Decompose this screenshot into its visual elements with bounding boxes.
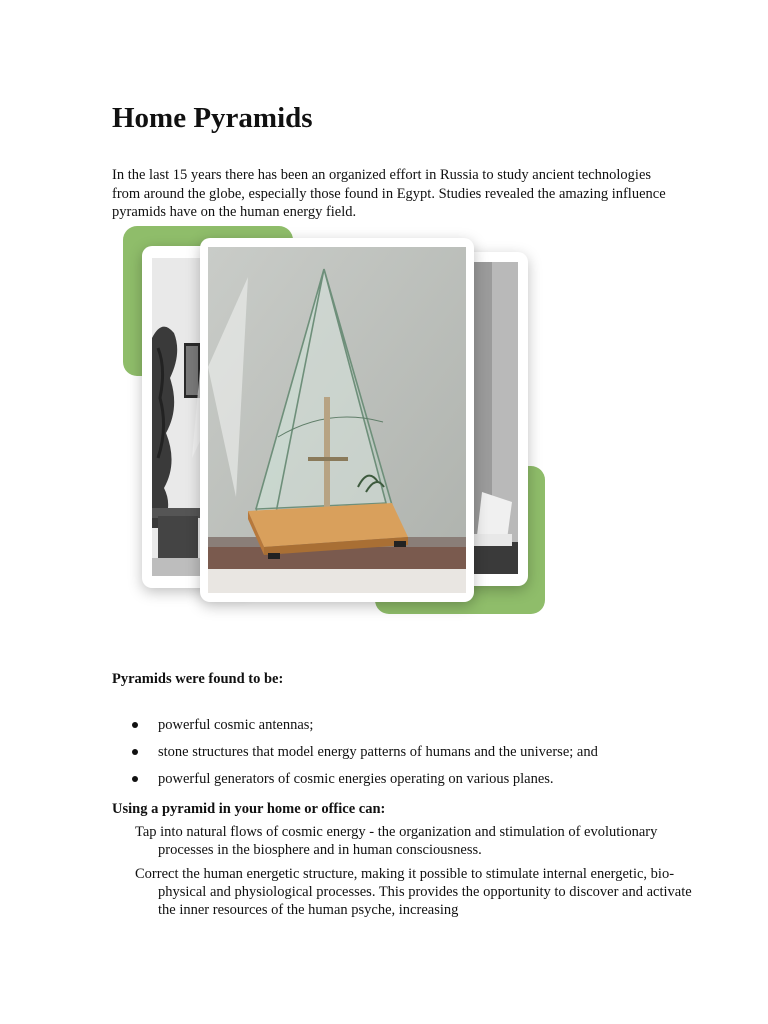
list-item-text: stone structures that model energy patterns of humans and the universe; and bbox=[158, 744, 598, 760]
page-title: Home Pyramids bbox=[112, 102, 313, 134]
list-item bbox=[112, 716, 672, 734]
bullet-icon bbox=[132, 776, 138, 782]
pyramid-photo-collage bbox=[120, 226, 550, 621]
bullet-icon bbox=[132, 749, 138, 755]
list-item-text: powerful cosmic antennas; bbox=[158, 717, 314, 733]
using-heading: Using a pyramid in your home or office can: bbox=[112, 801, 386, 817]
benefit-paragraph: Tap into natural flows of cosmic energy - the organization and stimulation of evolutionary processes in the biosphere and in human consciousness. bbox=[135, 824, 658, 858]
found-list bbox=[112, 716, 672, 797]
list-item-text: powerful generators of cosmic energies operating on various planes. bbox=[158, 771, 554, 787]
found-heading: Pyramids were found to be: bbox=[112, 671, 284, 687]
intro-paragraph: In the last 15 years there has been an organized effort in Russia to study ancient technologies from around the globe, especially those found in Egypt. Studies revealed the amazing influence pyramids have on the human energy field. bbox=[112, 167, 666, 220]
bullet-icon bbox=[132, 722, 138, 728]
photo-glass-pyramid bbox=[208, 247, 466, 593]
list-item bbox=[112, 743, 672, 761]
photo-frame-center bbox=[200, 238, 474, 602]
benefit-paragraph: Correct the human energetic structure, making it possible to stimulate internal energetic, bio-physical and physiological processes. This provides the opportunity to discover and activate the inner resources of the human psyche, increasing bbox=[135, 866, 692, 918]
list-item bbox=[112, 770, 672, 788]
